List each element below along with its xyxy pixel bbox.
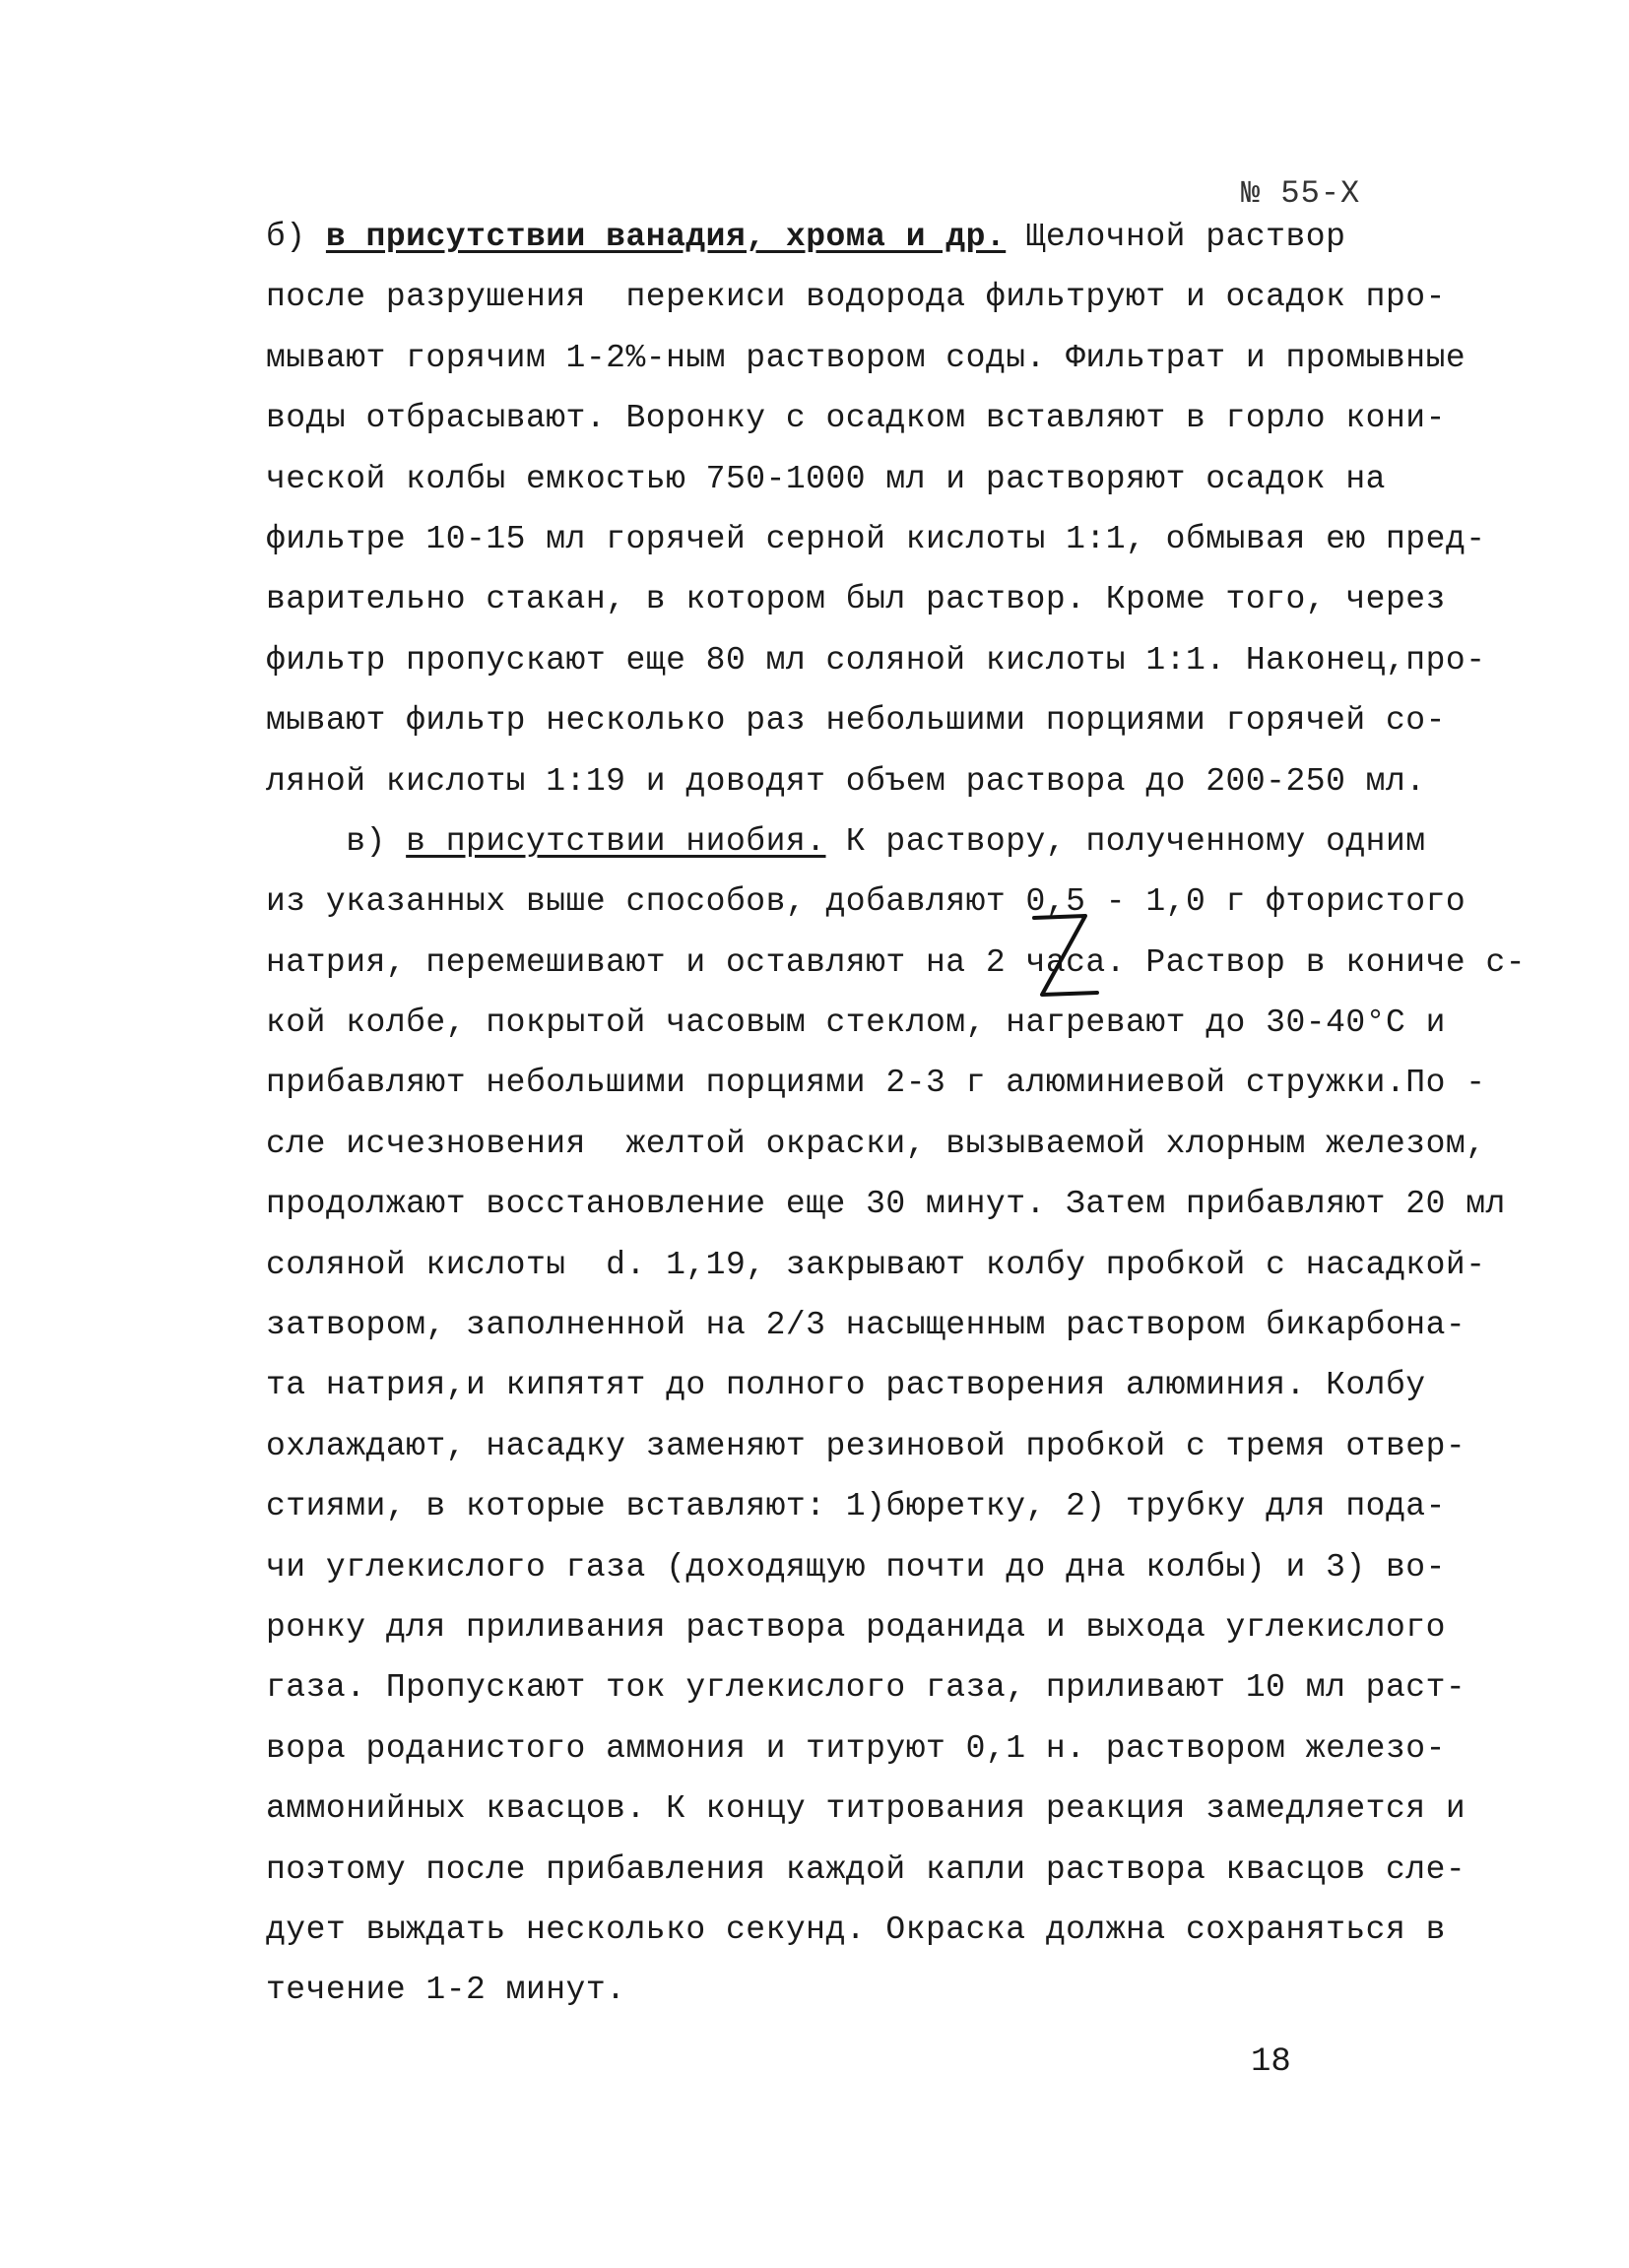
line-fragment: б) — [266, 219, 326, 255]
text-line: охлаждают, насадку заменяют резиновой пробкой с тремя отвер- — [266, 1427, 1466, 1464]
line-fragment: в) — [266, 822, 407, 860]
text-line: стиями, в которые вставляют: 1)бюретку, 2) трубку для пода- — [266, 1488, 1446, 1525]
text-line: чи углекислого газа (доходящую почти до дна колбы) и 3) во- — [266, 1548, 1446, 1586]
text-line: мывают горячим 1-2%-ным раствором соды. Фильтрат и промывные — [266, 339, 1466, 376]
text-line: сле исчезновения желтой окраски, вызываемой хлорным железом, — [266, 1125, 1486, 1162]
subsection-heading-b: в присутствии ванадия, хрома и др. — [325, 219, 1007, 255]
body-text — [266, 207, 1527, 2021]
text-line: после разрушения перекиси водорода фильтруют и осадок про- — [266, 279, 1446, 316]
text-line: кой колбе, покрытой часовым стеклом, нагревают до 30-40°С и — [266, 1004, 1446, 1042]
text-line: продолжают восстановление еще 30 минут. Затем прибавляют 20 мл — [266, 1186, 1506, 1223]
text-line: течение 1-2 минут. — [266, 1972, 626, 2009]
subsection-heading-c: в присутствии ниобия. — [406, 822, 826, 860]
text-line: варительно стакан, в котором был раствор. Кроме того, через — [266, 581, 1446, 618]
text-line: мывают фильтр несколько раз небольшими порциями горячей со- — [266, 702, 1446, 740]
text-line: воды отбрасывают. Воронку с осадком вставляют в горло кони- — [266, 400, 1446, 437]
text-line: фильтр пропускают еще 80 мл соляной кислоты 1:1. Наконец,про- — [266, 641, 1486, 679]
text-line: ронку для приливания раствора роданида и выхода углекислого — [266, 1608, 1446, 1646]
text-line: затвором, заполненной на 2/3 насыщенным раствором бикарбона- — [266, 1307, 1466, 1344]
document-number: № 55-Х — [1241, 175, 1361, 212]
text-line: та натрия,и кипятят до полного растворения алюминия. Колбу — [266, 1367, 1426, 1404]
text-line: из указанных выше способов, добавляют 0,5 - 1,0 г фтористого — [266, 883, 1466, 921]
text-line: фильтре 10-15 мл горячей серной кислоты 1:1, обмывая ею пред- — [266, 520, 1486, 557]
text-line: ческой колбы емкостью 750-1000 мл и растворяют осадок на — [266, 460, 1386, 497]
text-line: газа. Пропускают ток углекислого газа, приливают 10 мл раст- — [266, 1669, 1466, 1707]
text-line — [266, 811, 1426, 872]
text-line: аммонийных квасцов. К концу титрования реакция замедляется и — [266, 1790, 1466, 1828]
page-number: 18 — [1251, 2043, 1291, 2081]
line-fragment: К раствору, полученному одним — [825, 822, 1426, 860]
handwritten-insert-mark-icon — [1024, 906, 1103, 1004]
text-line: поэтому после прибавления каждой капли раствора квасцов сле- — [266, 1850, 1466, 1888]
text-line: прибавляют небольшими порциями 2-3 г алюминиевой стружки.По - — [266, 1065, 1486, 1102]
line-fragment: Щелочной раствор — [1006, 219, 1346, 255]
text-line: соляной кислоты d. 1,19, закрывают колбу пробкой с насадкой- — [266, 1246, 1486, 1283]
text-line: натрия, перемешивают и оставляют на 2 часа. Раствор в кониче с- — [266, 943, 1527, 981]
text-line: вора роданистого аммония и титруют 0,1 н. раствором железо- — [266, 1729, 1446, 1767]
text-line: ляной кислоты 1:19 и доводят объем раствора до 200-250 мл. — [266, 762, 1426, 800]
text-line: дует выждать несколько секунд. Окраска должна сохраняться в — [266, 1911, 1446, 1948]
text-line — [266, 207, 1399, 267]
